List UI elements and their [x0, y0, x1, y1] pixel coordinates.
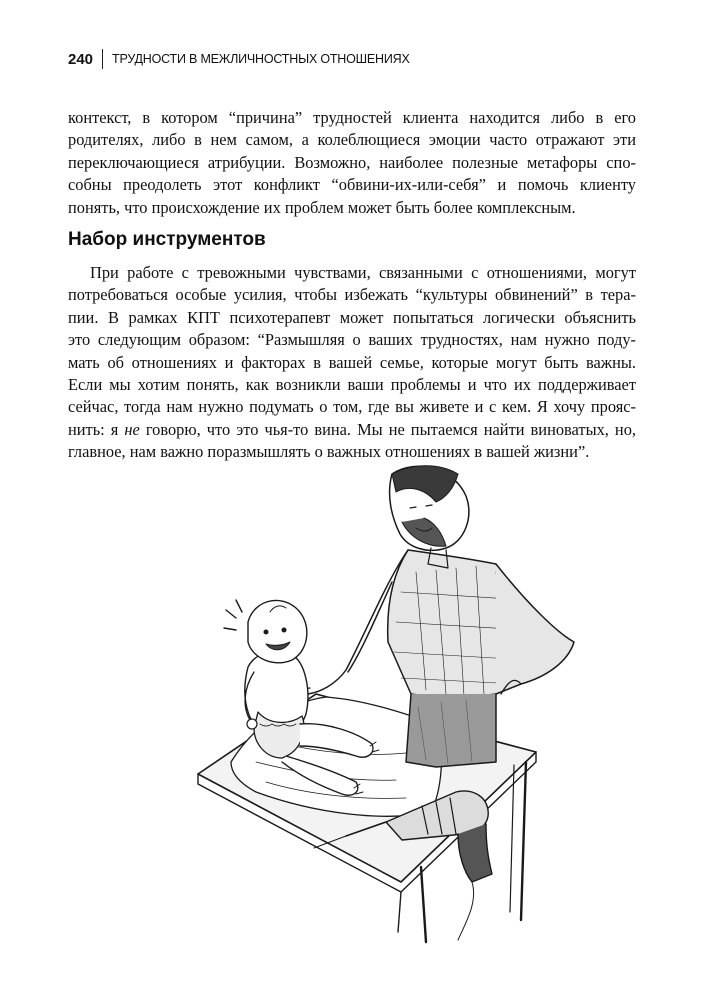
- illustration-man-baby-drill: [196, 462, 596, 952]
- text-line: контекст, в котором “причина” трудностей клиента находится либо в его: [68, 108, 636, 127]
- paragraph-1: [68, 107, 636, 219]
- paragraph-2: [68, 262, 636, 464]
- text-line: это следующим образом: “Размышляя о ваших трудностях, нам нужно поду-: [68, 330, 636, 350]
- text-line: собны преодолеть этот конфликт “обвини-их-или-себя” и помочь клиенту: [68, 175, 636, 195]
- running-head: ТРУДНОСТИ В МЕЖЛИЧНОСТНЫХ ОТНОШЕНИЯХ: [112, 52, 410, 66]
- page-number: 240: [68, 50, 94, 68]
- text-line: переключающиеся атрибуции. Возможно, наиболее полезные метафоры спо-: [68, 152, 636, 172]
- section-heading: Набор инструментов: [68, 229, 266, 250]
- text-line: Если мы хотим понять, как возникли ваши проблемы и что их поддерживает: [68, 374, 636, 394]
- page-header: [68, 47, 410, 71]
- text-line: мать об отношениях и факторах в вашей семье, которые могут быть важны.: [68, 352, 636, 372]
- emphasis: не: [124, 419, 140, 439]
- text-line: понять, что происхождение их проблем может быть более комплексным.: [68, 197, 576, 217]
- text-line: родителях, либо в нем самом, а колеблющиеся эмоции часто отражают эти: [68, 130, 636, 150]
- text-run: говорю, что это чья-то вина. Мы не пытаемся найти виноватых, но,: [139, 419, 636, 439]
- text-line: сейчас, тогда нам нужно подумать о том, где вы живете и с кем. Я хочу прояс-: [68, 397, 636, 417]
- text-line: пии. В рамках КПТ психотерапевт может попытаться логически объяснить: [68, 307, 636, 327]
- text-line: главное, нам важно поразмышлять о важных отношениях в вашей жизни”.: [68, 442, 590, 462]
- text-run: нить: я: [68, 419, 125, 439]
- text-line: При работе с тревожными чувствами, связанными с отношениями, могут: [90, 263, 636, 282]
- text-line: [68, 419, 636, 441]
- header-divider: [102, 49, 103, 69]
- text-line: потребоваться особые усилия, чтобы избежать “культуры обвинений” в тера-: [68, 285, 636, 305]
